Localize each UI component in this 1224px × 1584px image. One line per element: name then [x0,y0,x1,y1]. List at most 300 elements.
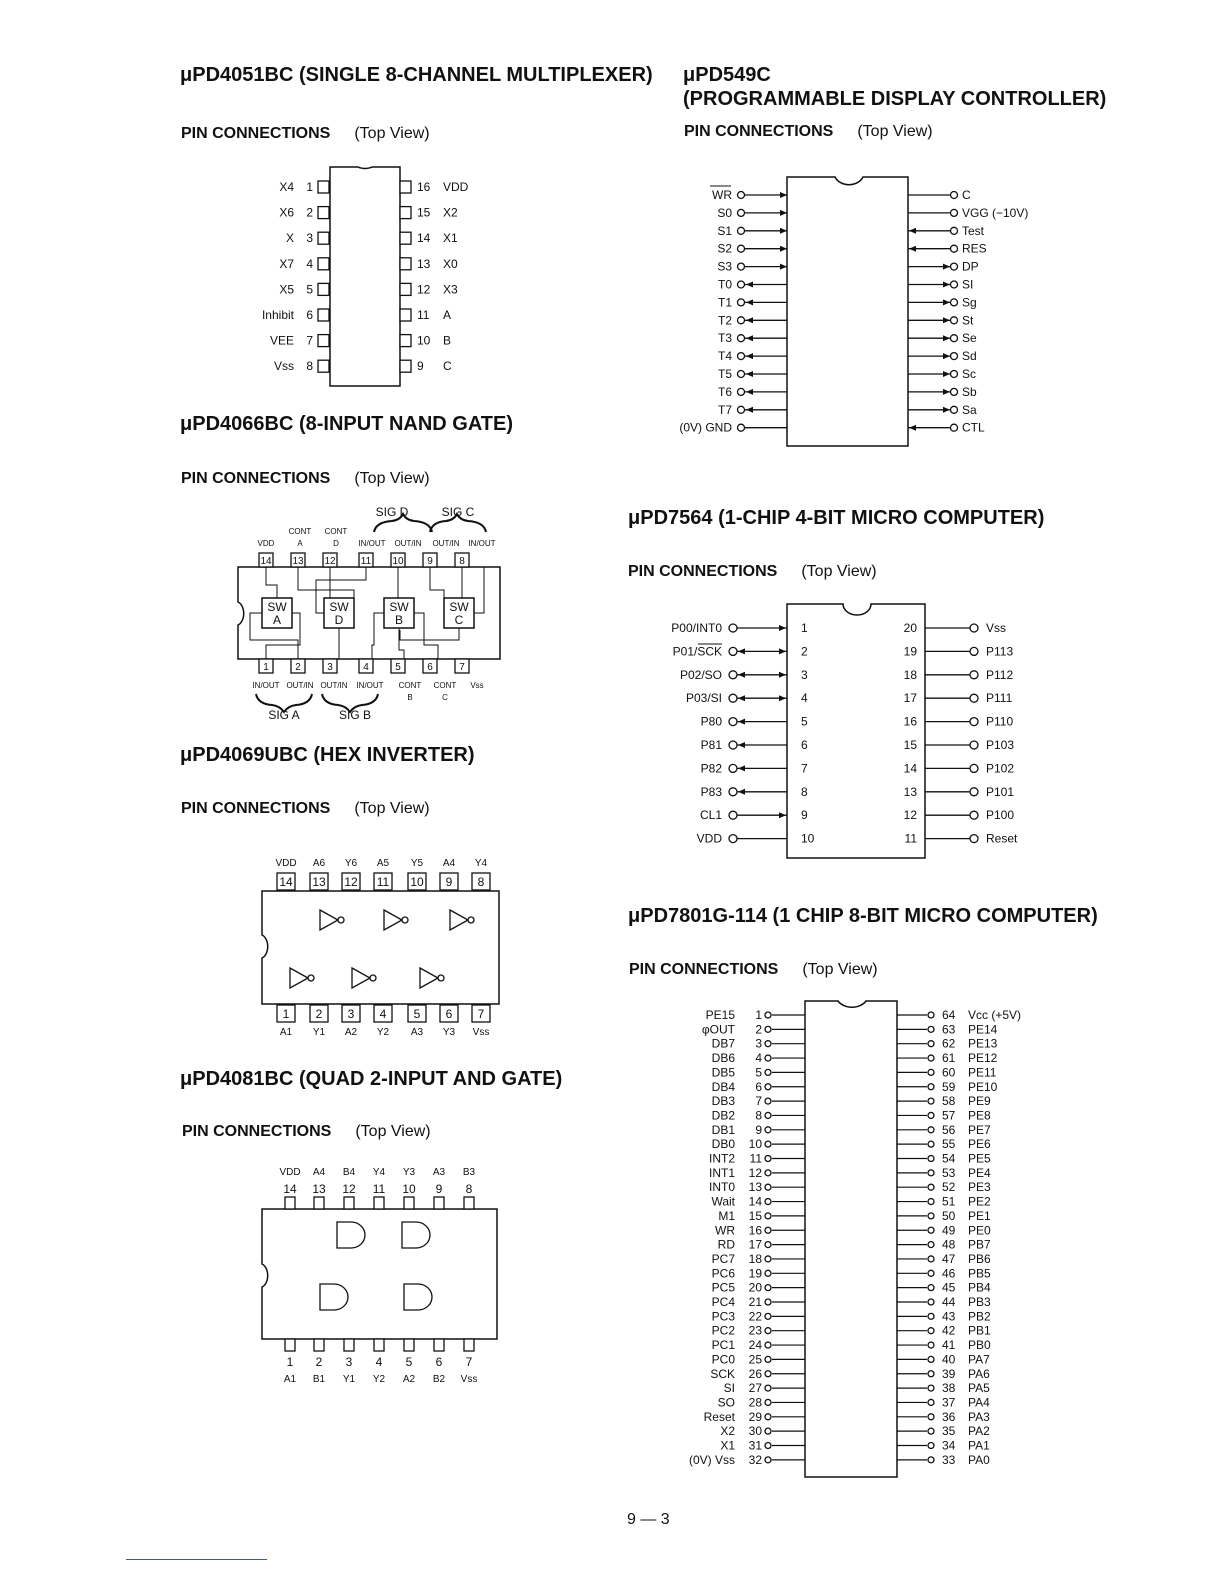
top-label: Y3 [402,1167,416,1178]
pin-arrow [746,299,753,305]
pin-box-left [318,283,329,295]
pin-terminal [765,1328,771,1334]
pin-number: 11 [417,308,430,322]
pin-number: 60 [942,1065,956,1080]
pin-terminal [970,671,978,679]
pin-label-left: T5 [717,367,732,381]
chip-7801-body [805,1001,897,1477]
pin-label-right: PB3 [968,1295,991,1309]
pin-label-right: VDD [443,180,469,194]
pin-box-right [400,207,411,219]
pin-number: 10 [410,875,424,889]
bottom-label: IN/OUT [356,681,384,690]
pin-number: 24 [748,1338,762,1353]
pin-number: 57 [942,1108,956,1123]
chip-4051-pins [262,180,469,373]
bottom-label: OUT/IN [286,681,314,690]
pin-number: 9 [417,359,424,374]
pin-label-right: Vcc (+5V) [968,1008,1022,1022]
switch-label: B [394,613,404,627]
pin-number: 19 [903,644,917,659]
pin-number: 20 [748,1280,762,1295]
pin-number: 4 [755,1051,762,1066]
pin-number: 1 [306,180,313,194]
bottom-label: Vss [470,681,484,690]
pin-terminal [729,788,737,796]
bottom-label: Y3 [442,1027,456,1038]
pin-terminal [951,406,958,413]
pin-label-right: P101 [986,784,1015,799]
pin-label-right: PB1 [968,1323,991,1338]
pin-terminal [738,424,745,431]
pin-number: 36 [942,1409,956,1424]
inverter-gate [320,910,338,930]
pin-label-right: P110 [986,714,1014,729]
pin-box-bottom [434,1339,444,1351]
top-label-a: A [297,539,303,548]
pin-label-left: VEE [269,333,294,348]
top-label: VDD [275,858,297,869]
pin-label-right: PE6 [968,1137,991,1152]
pin-terminal [738,335,745,342]
pin-label-right: PE8 [968,1108,991,1123]
sub-view: (Top View) [354,470,430,487]
pin-number: 31 [748,1438,762,1453]
pin-terminal [738,353,745,360]
pin-terminal [765,1270,771,1276]
pin-terminal [928,1443,934,1449]
bottom-label-cont: CONT [398,681,422,690]
pin-number: 9 [427,556,433,567]
pin-label-left: X6 [279,205,294,220]
pin-terminal [765,1399,771,1405]
pin-label-right: Reset [986,831,1018,846]
top-label-d: D [333,539,339,548]
pin-label-right: PE11 [968,1065,997,1080]
pin-arrow [780,210,787,216]
pin-number: 64 [942,1008,956,1022]
pin-box-bottom [374,1339,384,1351]
pin-number: 30 [748,1424,762,1439]
pin-terminal [729,624,737,632]
pin-terminal [970,788,978,796]
top-label: A5 [376,858,390,869]
pin-terminal [765,1112,771,1118]
and-gate [404,1284,432,1310]
top-label: A4 [312,1167,326,1178]
top-label: IN/OUT [358,539,386,548]
pin-terminal [928,1242,934,1248]
pin-number: 6 [445,1007,453,1021]
pin-label-left: P80 [700,714,722,729]
pin-terminal [928,1457,934,1463]
pin-number: 12 [417,282,431,297]
pin-label-left: Reset [703,1409,735,1424]
sub-label: PIN CONNECTIONS [629,961,779,978]
pin-label-right: PE13 [968,1036,998,1051]
switch-label: SW [389,600,409,614]
top-label: B3 [462,1167,476,1178]
pin-terminal [765,1055,771,1061]
pin-terminal [765,1213,771,1219]
pin-arrow [909,246,916,252]
pin-box-right [400,258,411,270]
pin-terminal [951,388,958,395]
pin-label-left: SO [717,1395,735,1410]
pin-number: 12 [903,808,917,823]
pin-number: 14 [283,1182,297,1196]
pin-terminal [765,1443,771,1449]
pin-arrow [780,228,787,234]
pin-number: 42 [942,1323,956,1338]
pin-number: 17 [903,691,917,706]
inverter-bubble [438,975,444,981]
pin-box-top [434,1197,444,1209]
pin-number: 11 [360,556,372,567]
pin-number: 37 [942,1395,956,1410]
pin-label-right: C [962,188,971,202]
pin-label-right: VGG (−10V) [962,205,1029,220]
pin-label-left: X [285,231,294,246]
sub-view: (Top View) [802,961,878,978]
pin-terminal [729,647,737,655]
pin-label-left: X2 [720,1424,735,1439]
pin-number: 8 [801,784,808,799]
pin-arrow [780,246,787,252]
pin-label-right: X2 [443,205,458,220]
pin-number: 41 [942,1338,956,1353]
pin-label-left: PC3 [711,1309,735,1324]
pin-terminal [928,1041,934,1047]
pin-terminal [765,1199,771,1205]
pin-terminal [928,1285,934,1291]
pin-terminal [928,1069,934,1075]
pin-number: 7 [306,333,313,348]
pin-terminal [765,1457,771,1463]
pin-label-left: (0V) Vss [688,1452,735,1467]
pin-number: 3 [306,231,313,246]
pin-box-top [374,1197,384,1209]
title-7564: μPD7564 (1-CHIP 4-BIT MICRO COMPUTER) [628,507,1045,529]
pin-label-right: PB4 [968,1280,991,1295]
pin-terminal [928,1227,934,1233]
pin-number: 28 [748,1395,762,1410]
pin-terminal [951,424,958,431]
title-4081: μPD4081BC (QUAD 2-INPUT AND GATE) [180,1068,563,1090]
pin-terminal [738,192,745,199]
pin-number: 1 [282,1007,290,1021]
bottom-label: B2 [432,1374,446,1385]
pin-number: 3 [801,667,808,682]
pin-label-right: P113 [986,644,1014,659]
inverter-bubble [402,917,408,923]
pin-terminal [729,811,737,819]
pin-number: 4 [801,691,808,706]
pin-terminal [928,1313,934,1319]
bottom-label: A1 [279,1027,293,1038]
pin-terminal [970,647,978,655]
pin-number: 6 [755,1079,762,1094]
pin-label-right: PE12 [968,1051,998,1066]
bottom-label: Y1 [342,1374,356,1385]
pin-number: 27 [748,1381,762,1396]
pin-box-bottom [285,1339,295,1351]
pin-terminal [765,1428,771,1434]
pin-label-right: Test [962,223,985,238]
pin-number: 15 [903,738,917,752]
top-label: A3 [432,1167,446,1178]
inverter-bubble [468,917,474,923]
pin-terminal [928,1428,934,1434]
pin-number: 10 [417,333,431,348]
pin-number: 15 [417,205,431,220]
pin-number: 19 [748,1266,762,1281]
top-label: VDD [257,539,275,548]
pin-number: 63 [942,1022,956,1037]
bottom-label: Vss [460,1374,478,1385]
pin-terminal [928,1299,934,1305]
bottom-label: B1 [312,1374,326,1385]
chip-7801-pins [689,1008,1021,1467]
bottom-label: Y2 [376,1027,390,1038]
pin-label-right: PA6 [968,1366,990,1381]
pin-label-right: C [443,359,452,374]
pin-number: 40 [942,1352,956,1367]
pin-number: 3 [327,662,333,673]
chip-7564-pins [671,621,1018,846]
pin-arrow [943,389,950,395]
pin-terminal [970,811,978,819]
pin-label-left: WR [712,188,732,202]
pin-number: 14 [279,875,293,889]
pin-arrow [943,335,950,341]
pin-terminal [765,1127,771,1133]
pin-label-right: PA7 [968,1352,990,1367]
inverter-bubble [338,917,344,923]
pin-number: 14 [748,1194,762,1209]
pin-label-right: PB5 [968,1266,991,1281]
pin-terminal [928,1342,934,1348]
pin-number: 56 [942,1122,956,1137]
pin-number: 33 [942,1452,956,1467]
pin-arrow [943,353,950,359]
pin-label-right: PA1 [968,1438,990,1453]
pin-label-left: X5 [279,282,294,297]
pin-terminal [729,718,737,726]
pin-number: 7 [801,761,808,776]
pin-terminal [765,1299,771,1305]
pin-terminal [765,1098,771,1104]
pin-label-left: P81 [700,738,722,752]
top-label: OUT/IN [432,539,460,548]
pin-box-right [400,232,411,244]
switch-label: SW [267,600,287,614]
pin-terminal [738,209,745,216]
pin-number: 7 [459,662,465,673]
pin-label-right: DP [962,259,979,274]
pin-terminal [738,281,745,288]
sub-view: (Top View) [801,563,877,580]
pin-number: 2 [801,644,808,659]
pin-arrow [943,407,950,413]
pin-number: 15 [748,1208,762,1223]
pin-number: 47 [942,1251,956,1266]
pin-terminal [738,371,745,378]
pin-terminal [729,694,737,702]
pin-number: 61 [942,1051,956,1066]
pin-label-right: PA4 [968,1395,990,1410]
pin-number: 5 [755,1065,762,1080]
pin-label-left: VDD [696,831,722,846]
pin-box-right [400,181,411,193]
chip-549-pins [679,186,1028,435]
pin-number: 5 [413,1007,421,1021]
bottom-label: Y2 [372,1374,386,1385]
pin-number: 13 [312,1182,326,1196]
chip-4069-body [262,891,499,1004]
top-label: A4 [442,858,456,869]
pin-number: 6 [801,738,808,752]
pin-terminal [738,227,745,234]
pin-number: 10 [801,831,815,846]
pin-terminal [765,1285,771,1291]
pin-number: 13 [903,784,917,799]
pin-number: 14 [417,231,431,246]
pin-terminal [970,764,978,772]
pin-arrow [909,228,916,234]
pin-number: 4 [375,1355,383,1369]
pin-number: 2 [755,1022,762,1037]
pin-number: 7 [755,1094,762,1109]
pin-box-bottom [404,1339,414,1351]
pin-label-right: B [443,333,452,348]
sub-view: (Top View) [857,123,933,140]
pin-number: 6 [306,308,313,322]
pin-label-right: P102 [986,761,1015,776]
pin-label-left: T7 [717,402,732,417]
pin-label-left: T1 [717,295,732,310]
pin-terminal [738,245,745,252]
pin-box-left [318,207,329,219]
pin-number: 22 [748,1309,762,1324]
pin-number: 55 [942,1137,956,1152]
bottom-label: IN/OUT [252,681,280,690]
pin-number: 12 [344,875,358,889]
pin-number: 16 [748,1223,762,1238]
pin-label-right: PE1 [968,1208,991,1223]
pin-label-left: P01/SCK [672,644,722,659]
pin-label-right: Sa [962,402,977,417]
chip-4069-pins [275,858,490,1038]
pin-label-right: Vss [986,621,1007,635]
pin-label-right: Sc [962,367,977,381]
pin-terminal [765,1084,771,1090]
pin-number: 49 [942,1223,956,1238]
pin-terminal [928,1170,934,1176]
pin-label-left: PC0 [711,1352,735,1367]
pin-box-top [404,1197,414,1209]
pin-number: 6 [435,1355,443,1369]
pin-label-left: DB7 [711,1036,735,1051]
pin-arrow [746,317,753,323]
pin-label-right: A [443,308,452,322]
pin-terminal [951,335,958,342]
pin-terminal [970,694,978,702]
pin-label-right: St [962,313,974,328]
pin-number: 51 [942,1194,956,1209]
inverter-gate [290,968,308,988]
pin-label-right: X0 [443,256,458,271]
pin-terminal [970,718,978,726]
pin-terminal [729,671,737,679]
pin-label-left: X7 [279,256,294,271]
pin-label-left: PC7 [711,1251,735,1266]
pin-terminal [729,835,737,843]
chip-7801 [805,1001,897,1477]
pin-number: 11 [372,1182,386,1196]
pin-terminal [951,317,958,324]
pin-terminal [738,406,745,413]
pin-label-right: PE14 [968,1022,998,1037]
top-label-cont: CONT [288,527,312,536]
pin-label-left: DB2 [711,1108,735,1123]
pin-label-left: Vss [273,359,294,374]
pin-number: 59 [942,1079,956,1094]
pin-label-left: S0 [717,205,732,220]
pin-number: 21 [748,1295,762,1309]
pin-number: 48 [942,1237,956,1252]
pin-box-left [318,181,329,193]
pin-terminal [738,317,745,324]
inverter-gate [384,910,402,930]
top-label: Y6 [344,858,358,869]
pin-number: 11 [376,875,390,889]
pin-label-left: S1 [717,223,732,238]
pin-label-right: CTL [962,420,985,435]
sub-view: (Top View) [355,1123,431,1140]
pin-number: 8 [477,875,485,889]
pin-number: 26 [748,1366,762,1381]
sub-view: (Top View) [354,125,430,142]
pin-arrow [738,648,745,654]
pin-number: 4 [363,662,369,673]
inverter-bubble [370,975,376,981]
pin-number: 13 [292,556,304,567]
pin-number: 1 [801,621,808,635]
pin-number: 39 [942,1366,956,1381]
group-label-sig-c: SIG C [441,505,475,519]
pin-arrow [738,765,745,771]
pin-number: 10 [402,1182,416,1196]
pin-label-right: RES [962,241,987,256]
pin-label-left: Inhibit [261,308,294,322]
pin-terminal [928,1026,934,1032]
pin-box-left [318,258,329,270]
pin-label-left: Wait [711,1194,735,1209]
pin-number: 16 [903,714,917,729]
pin-number: 17 [748,1237,762,1252]
top-label-cont: CONT [324,527,348,536]
pin-label-left: S2 [717,241,732,256]
pin-arrow [943,282,950,288]
pin-number: 8 [755,1108,762,1123]
pin-number: 23 [748,1323,762,1338]
pin-label-right: Sb [962,384,977,399]
pin-terminal [765,1184,771,1190]
pin-number: 14 [260,556,272,567]
pin-arrow [779,812,786,818]
pin-number: 43 [942,1309,956,1324]
